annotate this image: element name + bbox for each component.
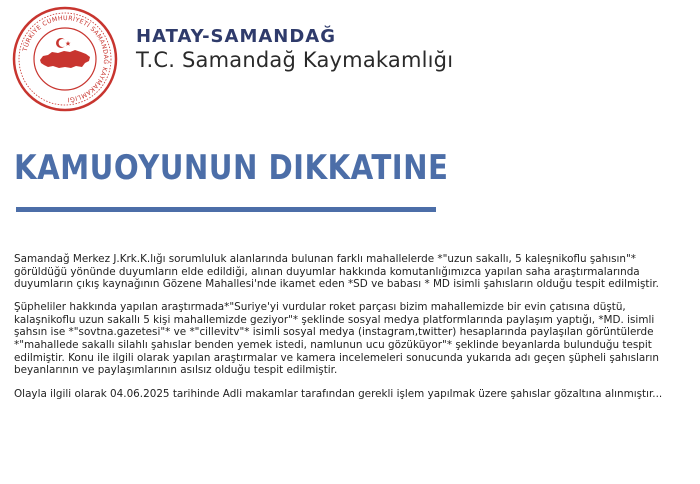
- title-divider: [16, 207, 436, 212]
- body-paragraph: Samandağ Merkez J.Krk.K.lığı sorumluluk alanlarında bulunan farklı mahallelerde *"uzun sakallı, 5 kaleşnikoflu şahısın"* görüldüğü yönünde duyumların elde edildiği, alınan duyumlar hakkında komutanlığımızca yapılan saha araştırmalarında duyumların çıkış kaynağının Gözene Mahallesi'nde ikamet eden *SD ve babası * MD isimli şahısların olduğu tespit edilmiştir.: [14, 253, 659, 291]
- region-heading: HATAY-SAMANDAĞ: [136, 26, 336, 47]
- office-name-heading: T.C. Samandağ Kaymakamlığı: [136, 48, 454, 72]
- svg-text:TÜRKİYE CUMHURİYETİ SAMANDAĞ K: TÜRKİYE CUMHURİYETİ SAMANDAĞ KAYMAKAMLIĞI: [21, 14, 110, 103]
- notice-body: [14, 253, 690, 411]
- notice-title: KAMUOYUNUN DIKKATINE: [14, 148, 449, 188]
- kaymakamlik-seal-logo: [12, 6, 118, 112]
- body-paragraph: Olayla ilgili olarak 04.06.2025 tarihinde Adli makamlar tarafından gerekli işlem yapılmak üzere şahıslar gözaltına alınmıştır...: [14, 387, 663, 400]
- body-paragraph: Şüpheliler hakkında yapılan araştırmada*"Suriye'yi vurdular roket parçası bizim mahallemizde bir evin çatısına düştü, kalaşnikoflu uzun sakallı 5 kişi mahallemizde geziyor"* şeklinde sosyal medya platformlarında paylaşım yaptığı, *MD. isimli şahsın ise *"sovtna.gazetesi"* ve *"cillevitv"* isimli sosyal medya (instagram,twitter) hesaplarında paylaşılan görüntülerde *"mahallede sakallı silahlı şahıslar benden yemek istedi, namlunun ucu gözüküyor"* şeklinde beyanlarda bulunduğu tespit edilmiştir. Konu ile ilgili olarak yapılan araştırmalar ve kamera incelemeleri sonucunda yukarıda adı geçen şüpheli şahısların beyanlarının ve paylaşımlarının asılsız olduğu tespit edilmiştir.: [14, 301, 660, 377]
